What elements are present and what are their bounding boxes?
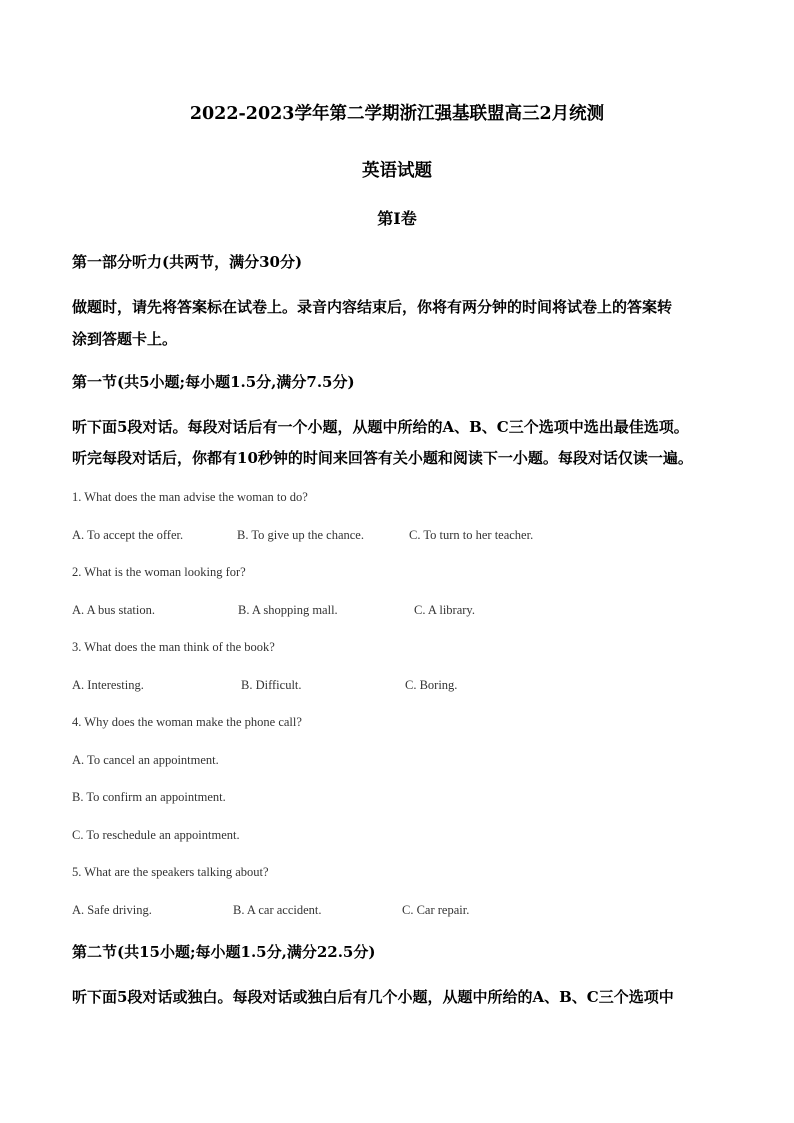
option-c: C. To turn to her teacher. bbox=[409, 528, 534, 542]
section2-heading: 第二节(共15小题;每小题1.5分,满分22.5分) bbox=[72, 943, 376, 961]
option-c: C. Car repair. bbox=[402, 903, 470, 917]
option-b: B. A car accident. bbox=[233, 903, 322, 917]
section1-heading: 第一节(共5小题;每小题1.5分,满分7.5分) bbox=[72, 373, 355, 391]
question-stem: 4. Why does the woman make the phone call? bbox=[72, 715, 302, 729]
option-b: B. Difficult. bbox=[241, 678, 302, 692]
option-a: A. Safe driving. bbox=[72, 903, 152, 917]
option-a: A. Interesting. bbox=[72, 678, 144, 692]
part1-heading: 第一部分听力(共两节，满分30分) bbox=[72, 253, 303, 271]
exam-subtitle: 英语试题 bbox=[362, 161, 432, 181]
option-b: B. A shopping mall. bbox=[238, 603, 338, 617]
question-stem: 1. What does the man advise the woman to do? bbox=[72, 490, 308, 504]
question-stem: 3. What does the man think of the book? bbox=[72, 640, 275, 654]
option-a: A. To accept the offer. bbox=[72, 528, 184, 542]
option-c: C. A library. bbox=[414, 603, 475, 617]
question-stem: 2. What is the woman looking for? bbox=[72, 565, 246, 579]
option-c: C. To reschedule an appointment. bbox=[72, 828, 240, 842]
section1-instruction-line2: 听完每段对话后，你都有10秒钟的时间来回答有关小题和阅读下一小题。每段对话仅读一遍。 bbox=[72, 449, 693, 467]
option-c: C. Boring. bbox=[405, 678, 458, 692]
part1-instruction-line1: 做题时，请先将答案标在试卷上。录音内容结束后，你将有两分钟的时间将试卷上的答案转 bbox=[72, 298, 673, 316]
section2-instruction-line1: 听下面5段对话或独白。每段对话或独白后有几个小题，从题中所给的A、B、C三个选项中 bbox=[72, 988, 674, 1006]
section1-instruction-line1: 听下面5段对话。每段对话后有一个小题，从题中所给的A、B、C三个选项中选出最佳选项。 bbox=[72, 418, 689, 436]
question-stem: 5. What are the speakers talking about? bbox=[72, 865, 269, 879]
part1-instruction-line2: 涂到答题卡上。 bbox=[72, 330, 178, 348]
option-b: B. To confirm an appointment. bbox=[72, 790, 226, 804]
exam-title: 2022-2023学年第二学期浙江强基联盟高三2月统测 bbox=[189, 104, 605, 124]
option-a: A. A bus station. bbox=[72, 603, 155, 617]
option-a: A. To cancel an appointment. bbox=[72, 753, 219, 767]
volume-label: 第I卷 bbox=[377, 209, 417, 228]
option-b: B. To give up the chance. bbox=[237, 528, 364, 542]
